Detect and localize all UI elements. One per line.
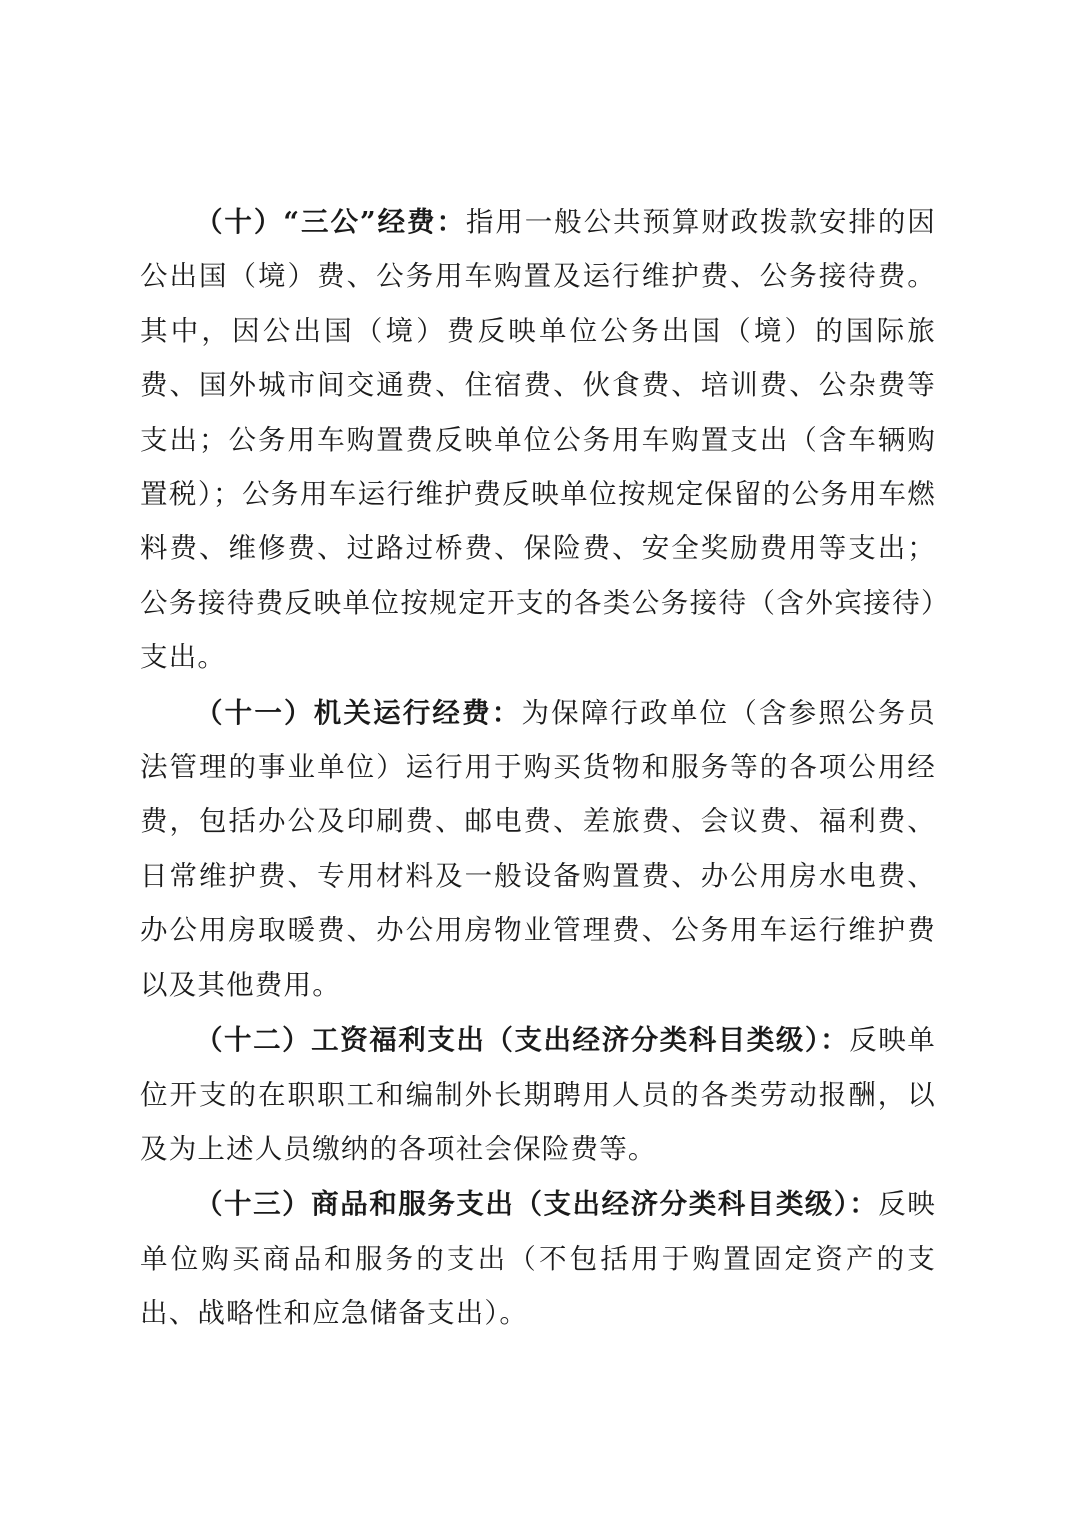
term-san-gong-expenses: （十）“三公”经费： — [195, 206, 466, 238]
document-page — [140, 195, 936, 1342]
paragraph-agency-operating-expenses — [140, 686, 936, 1012]
paragraph-wages-welfare-expenditure — [140, 1013, 936, 1176]
definition-agency-operating-expenses: 为保障行政单位（含参照公务员法管理的事业单位）运行用于购买货物和服务等的各项公用经费，包括办公及印刷费、邮电费、差旅费、会议费、福利费、日常维护费、专用材料及一般设备购置费、办公用房水电费、办公用房取暖费、办公用房物业管理费、公务用车运行维护费以及其他费用。 — [140, 696, 936, 1001]
definition-wages-welfare-expenditure: 反映单位开支的在职职工和编制外长期聘用人员的各类劳动报酬，以及为上述人员缴纳的各项社会保险费等。 — [140, 1024, 936, 1165]
term-goods-services-expenditure: （十三）商品和服务支出（支出经济分类科目类级）： — [195, 1188, 879, 1221]
paragraph-san-gong-expenses — [140, 195, 936, 685]
term-agency-operating-expenses: （十一）机关运行经费： — [195, 696, 522, 729]
definition-san-gong-expenses: 指用一般公共预算财政拨款安排的因公出国（境）费、公务用车购置及运行维护费、公务接待费。其中，因公出国（境）费反映单位公务出国（境）的国际旅费、国外城市间交通费、住宿费、伙食费、培训费、公杂费等支出；公务用车购置费反映单位公务用车购置支出（含车辆购置税）；公务用车运行维护费反映单位按规定保留的公务用车燃料费、维修费、过路过桥费、保险费、安全奖励费用等支出；公务接待费反映单位按规定开支的各类公务接待（含外宾接待）支出。 — [140, 206, 936, 674]
paragraph-goods-services-expenditure — [140, 1177, 936, 1340]
definition-goods-services-expenditure: 反映单位购买商品和服务的支出（不包括用于购置固定资产的支出、战略性和应急储备支出）。 — [140, 1188, 936, 1330]
term-wages-welfare-expenditure: （十二）工资福利支出（支出经济分类科目类级）： — [195, 1024, 850, 1057]
